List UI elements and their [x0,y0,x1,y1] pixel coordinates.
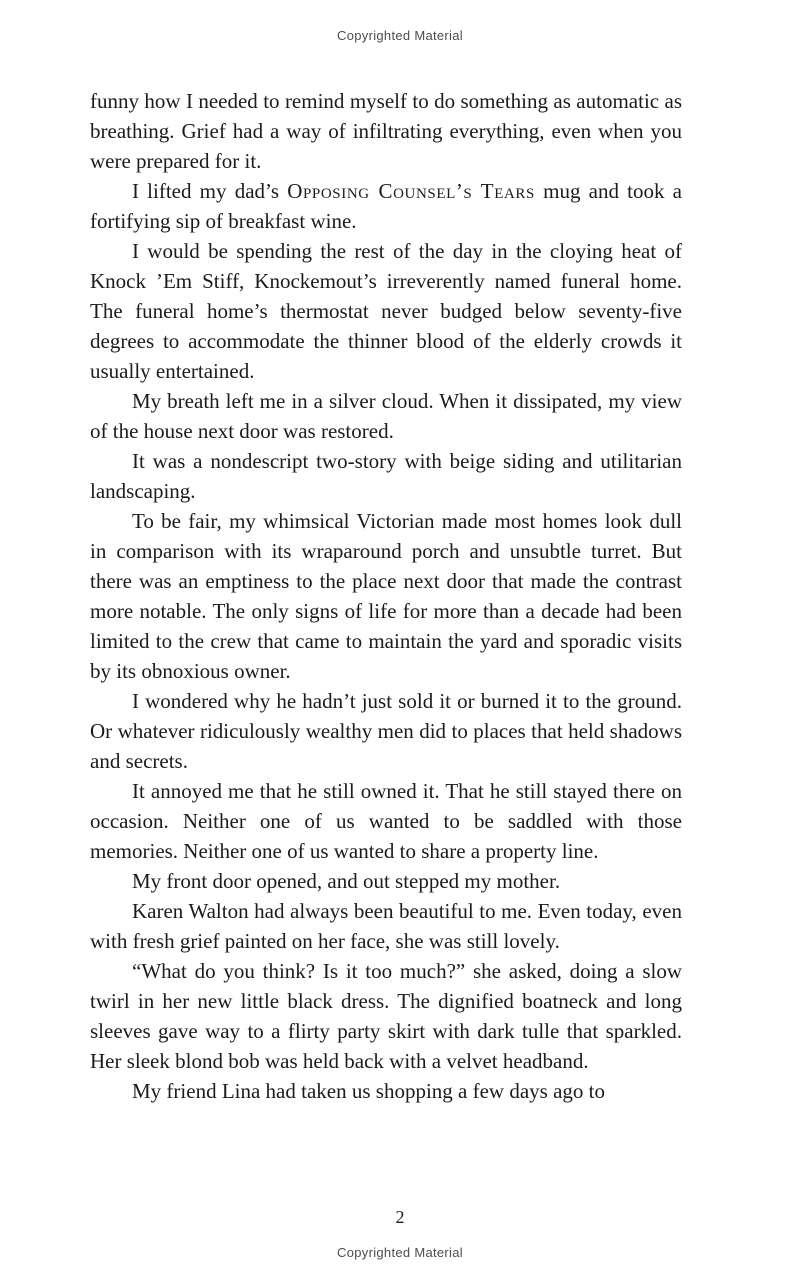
paragraph-segment: mug and took a fortifying sip of breakfast wine. [90,179,682,233]
paragraph: My front door opened, and out stepped my mother. [132,869,561,893]
paragraph: It was a nondescript two-story with beige siding and utilitarian landscaping. [90,449,682,503]
paragraph: My friend Lina had taken us shopping a few days ago to [132,1079,605,1103]
body-text [90,86,682,1106]
page-number: 2 [395,1207,405,1227]
paragraph: “What do you think? Is it too much?” she asked, doing a slow twirl in her new little black dress. The dignified boatneck and long sleeves gave way to a flirty party skirt with dark tulle that sparkled. Her sleek blond bob was held back with a velvet headband. [90,959,682,1073]
paragraph [90,176,682,236]
paragraph: My breath left me in a silver cloud. When it dissipated, my view of the house next door was restored. [90,389,682,443]
copyright-notice-bottom: Copyrighted Material [337,1245,463,1260]
paragraph: It annoyed me that he still owned it. That he still stayed there on occasion. Neither one of us wanted to be saddled with those memories. Neither one of us wanted to share a property line. [90,779,682,863]
copyright-notice-top: Copyrighted Material [337,28,463,43]
paragraph: funny how I needed to remind myself to do something as automatic as breathing. Grief had a way of infiltrating everything, even when you were prepared for it. [90,89,682,173]
paragraph: I wondered why he hadn’t just sold it or burned it to the ground. Or whatever ridiculously wealthy men did to places that held shadows and secrets. [90,689,682,773]
paragraph: Karen Walton had always been beautiful to me. Even today, even with fresh grief painted on her face, she was still lovely. [90,899,682,953]
mug-title-smallcaps: Opposing Counsel’s Tears [287,179,535,203]
paragraph: I would be spending the rest of the day in the cloying heat of Knock ’Em Stiff, Knockemout’s irreverently named funeral home. The funeral home’s thermostat never budged below seventy-five degrees to accommodate the thinner blood of the elderly crowds it usually entertained. [90,239,682,383]
paragraph: To be fair, my whimsical Victorian made most homes look dull in comparison with its wraparound porch and unsubtle turret. But there was an emptiness to the place next door that made the contrast more notable. The only signs of life for more than a decade had been limited to the crew that came to maintain the yard and sporadic visits by its obnoxious owner. [90,509,682,683]
paragraph-segment: I lifted my dad’s [132,179,288,203]
